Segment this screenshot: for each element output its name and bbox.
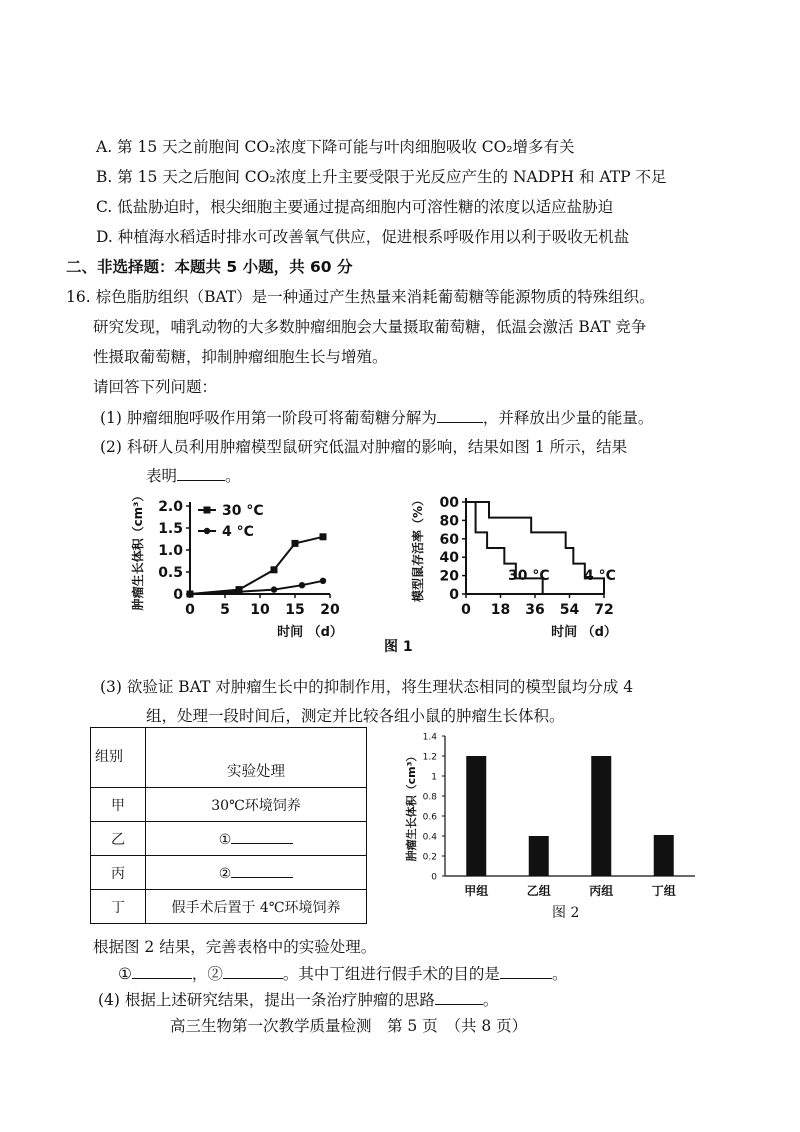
legend-marker-circle (204, 528, 210, 534)
figure1-caption: 图 1 (384, 639, 413, 655)
x-axis-label: 时间 （d） (277, 625, 343, 640)
y-tick-label: 0.4 (422, 832, 437, 843)
y-tick-label: 0 (173, 587, 183, 603)
page-footer: 高三生物第一次教学质量检测 第 5 页 （共 8 页） (170, 1017, 528, 1035)
data-point-square (320, 533, 327, 540)
y-tick-label: 0 (431, 872, 437, 883)
y-tick-label: 40 (439, 550, 459, 567)
q16-part1-text-b: ，并释放出少量的能量。 (482, 409, 654, 427)
q16-part1 (100, 406, 653, 429)
figure1-survival-chart (410, 490, 650, 645)
option-c: C. 低盐胁迫时，根尖细胞主要通过提高细胞内可溶性糖的浓度以适应盐胁迫 (96, 198, 614, 216)
data-point-circle (187, 591, 193, 597)
experiment-table (90, 727, 367, 924)
table-cell-treatment: 30℃环境饲养 (146, 788, 367, 822)
y-tick-label: 0.2 (422, 852, 437, 863)
table-cell-treatment: 假手术后置于 4℃环境饲养 (146, 890, 367, 924)
figure2-bar-chart (395, 728, 705, 903)
data-point-circle (271, 586, 277, 592)
y-axis-label: 模型鼠存活率（%） (411, 493, 425, 603)
figure1-growth-plot (130, 490, 343, 640)
q16-part4 (98, 988, 498, 1011)
circle-two-label: ② (218, 866, 232, 882)
q16-part2-b (146, 464, 241, 487)
y-tick-label: 0.6 (422, 812, 437, 823)
table-header-group: 组别 (91, 728, 146, 788)
y-axis-label: 肿瘤生长体积（cm³） (131, 490, 145, 611)
x-tick-label: 15 (285, 602, 305, 618)
table-cell-group: 丙 (91, 856, 146, 890)
option-a: A. 第 15 天之前胞间 CO₂浓度下降可能与叶肉细胞吸收 CO₂增多有关 (96, 138, 575, 156)
table-header-treatment: 实验处理 (146, 728, 367, 788)
table-cell-group: 乙 (91, 822, 146, 856)
answer-blank-5[interactable] (500, 962, 552, 979)
fill-purpose-text: 。其中丁组进行假手术的目的是 (282, 965, 500, 983)
x-tick-label: 72 (594, 602, 614, 618)
y-tick-label: 1.4 (422, 732, 437, 743)
q16-intro-3: 性摄取葡萄糖，抑制肿瘤细胞生长与增殖。 (93, 348, 388, 366)
q16-intro-2: 研究发现，哺乳动物的大多数肿瘤细胞会大量摄取葡萄糖，低温会激活 BAT 竞争 (93, 318, 647, 336)
q16-part2-end: 。 (225, 467, 241, 485)
fill-label-1: ① (118, 965, 132, 983)
bar-1 (466, 756, 486, 876)
legend-label-30c: 30 °C (222, 503, 264, 519)
x-tick-label: 18 (490, 602, 511, 618)
x-tick-label: 36 (525, 602, 545, 618)
y-tick-label: 0 (449, 587, 459, 603)
x-axis-label: 时间 （d） (551, 625, 617, 640)
answer-blank-3[interactable] (132, 962, 192, 979)
option-b: B. 第 15 天之后胞间 CO₂浓度上升主要受限于光反应产生的 NADPH 和 ATP 不足 (96, 168, 667, 186)
x-tick-label: 丁组 (651, 884, 676, 898)
data-point-circle (320, 578, 326, 584)
y-tick-label: 1.5 (158, 521, 183, 537)
y-tick-label: 20 (439, 568, 459, 585)
y-tick-label: 60 (439, 531, 459, 548)
y-tick-label: 00 (439, 495, 459, 511)
x-tick-label: 丙组 (589, 884, 614, 898)
q16-part4-text: (4) 根据上述研究结果，提出一条治疗肿瘤的思路 (98, 991, 435, 1009)
option-d: D. 种植海水稻适时排水可改善氧气供应，促进根系呼吸作用以利于吸收无机盐 (96, 228, 630, 246)
circle-one-label: ① (218, 832, 232, 848)
legend-label-4c: 4 °C (222, 524, 254, 540)
y-tick-label: 1 (431, 772, 437, 783)
q16-part2-text: 表明 (146, 467, 178, 485)
table-row (91, 856, 367, 890)
data-point-circle (299, 582, 305, 588)
data-point-square (271, 566, 278, 573)
y-tick-label: 0.5 (158, 565, 183, 581)
x-tick-label: 甲组 (464, 884, 489, 898)
x-tick-label: 54 (559, 602, 580, 618)
table-row (91, 788, 367, 822)
fill-label-2: ，② (191, 965, 223, 983)
bar-4 (654, 835, 674, 876)
y-axis-label: 肿瘤生长体积（cm³） (405, 750, 418, 862)
figure2-caption: 图 2 (552, 905, 580, 921)
section-title: 二、非选择题：本题共 5 小题，共 60 分 (66, 258, 353, 276)
series-label-4c: 4 °C (584, 568, 616, 584)
table-blank-2[interactable] (231, 863, 293, 878)
x-tick-label: 0 (185, 602, 195, 618)
q16-part3-b: 组，处理一段时间后，测定并比较各组小鼠的肿瘤生长体积。 (146, 707, 565, 725)
q16-part3-c: 根据图 2 结果，完善表格中的实验处理。 (93, 938, 377, 956)
y-tick-label: 2.0 (158, 499, 183, 515)
legend-marker-square (204, 507, 211, 514)
q16-part1-text-a: (1) 肿瘤细胞呼吸作用第一阶段可将葡萄糖分解为 (100, 409, 437, 427)
y-tick-label: 80 (439, 513, 459, 530)
x-tick-label: 乙组 (526, 884, 551, 898)
table-blank-1[interactable] (231, 829, 293, 844)
x-tick-label: 10 (250, 602, 270, 618)
q16-part2-a: (2) 科研人员利用肿瘤模型鼠研究低温对肿瘤的影响，结果如图 1 所示，结果 (100, 438, 628, 456)
y-tick-label: 1.2 (422, 752, 437, 763)
answer-blank-4[interactable] (223, 962, 283, 979)
fill-end: 。 (551, 965, 568, 983)
figure2-bar-plot (404, 733, 695, 899)
data-point-square (292, 540, 299, 547)
q16-intro-1: 16. 棕色脂肪组织（BAT）是一种通过产生热量来消耗葡萄糖等能源物质的特殊组织。 (66, 288, 655, 306)
table-cell-group: 甲 (91, 788, 146, 822)
table-cell-treatment-blank (146, 856, 367, 890)
data-point-circle (236, 589, 242, 595)
table-header-row (91, 728, 367, 788)
figure1-growth-chart (130, 490, 350, 645)
answer-blank-1[interactable] (437, 406, 483, 423)
q16-prompt: 请回答下列问题： (93, 378, 218, 396)
answer-blank-6[interactable] (435, 988, 483, 1005)
x-tick-label: 0 (461, 602, 471, 618)
q16-part3-d (118, 962, 567, 985)
series-label-30c: 30 °C (508, 568, 550, 584)
table-row (91, 890, 367, 924)
bar-2 (529, 836, 549, 876)
table-cell-group: 丁 (91, 890, 146, 924)
y-tick-label: 1.0 (158, 543, 183, 559)
q16-part4-end: 。 (482, 991, 499, 1009)
y-tick-label: 0.8 (422, 792, 437, 803)
table-row (91, 822, 367, 856)
answer-blank-2[interactable] (177, 464, 225, 481)
bar-3 (591, 756, 611, 876)
table-cell-treatment-blank (146, 822, 367, 856)
figure1-survival-plot (410, 494, 617, 640)
x-tick-label: 20 (320, 602, 340, 618)
x-tick-label: 5 (220, 602, 230, 618)
q16-part3-a: (3) 欲验证 BAT 对肿瘤生长中的抑制作用，将生理状态相同的模型鼠均分成 4 (100, 678, 634, 696)
